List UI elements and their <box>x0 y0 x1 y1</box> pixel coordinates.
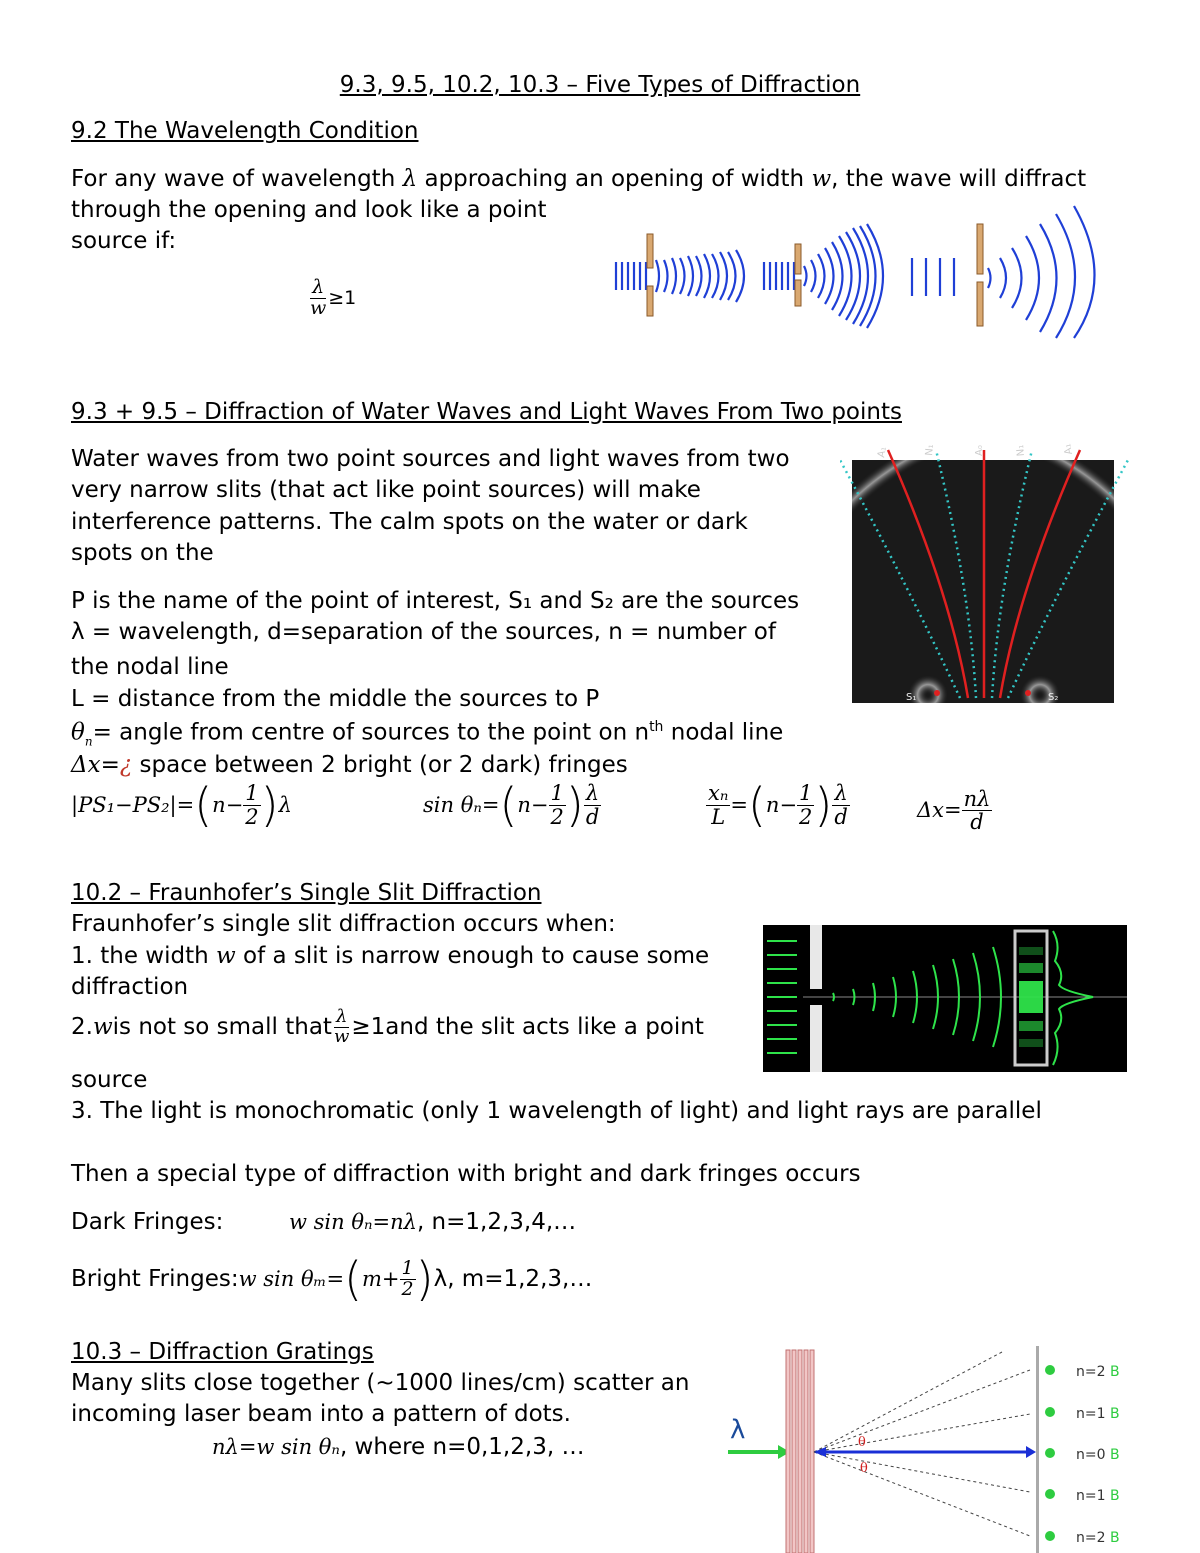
definition-line: $\theta_n=$ angle from centre of sources to the point on $n^{th}$ nodal line <box>71 719 784 749</box>
section-heading-wavelength: 9.2 The Wavelength Condition <box>71 118 419 144</box>
order-label: n=0 <box>1076 1447 1106 1463</box>
paragraph-line: Fraunhofer’s single slit diffraction occurs when: <box>71 911 616 937</box>
grating-formula: nλ=w sin θₙ, where n=0,1,2,3, … <box>212 1434 585 1460</box>
section-heading-two-points: 9.3 + 9.5 – Diffraction of Water Waves and Light Waves From Two points <box>71 399 902 425</box>
theta-label: θ <box>858 1435 866 1450</box>
bright-fringes-formula: Bright Fringes: w sin θₘ= ( m+ $\frac{1}{2}$ ) λ, m=1,2,3,… <box>71 1252 593 1306</box>
paragraph-line: source if: <box>71 228 177 254</box>
order-label: n=2 <box>1076 1530 1106 1546</box>
definition-line: λ = wavelength, d=separation of the sources, n = number of <box>71 619 776 645</box>
paragraph-line: through the opening and look like a point <box>71 197 547 223</box>
paragraph-line: incoming laser beam into a pattern of dots. <box>71 1401 571 1427</box>
section-heading-single-slit: 10.2 – Fraunhofer’s Single Slit Diffraction <box>71 880 542 906</box>
page-title: 9.3, 9.5, 10.2, 10.3 – Five Types of Diffraction <box>339 72 861 98</box>
fig-label-n1: N₁ <box>1015 444 1027 457</box>
definition-line: the nodal line <box>71 654 229 680</box>
paragraph-line: For any wave of wavelength λ approaching an opening of width w, the wave will diffract <box>71 166 1087 192</box>
order-mark: B <box>1110 1530 1120 1546</box>
diffraction-openings-figure <box>610 200 1130 340</box>
fig-label-a1: A₁ <box>1062 442 1075 456</box>
paragraph-line: spots on the <box>71 540 214 566</box>
diffraction-grating-figure <box>720 1346 1140 1553</box>
paragraph-line: 1. the width w of a slit is narrow enough to cause some <box>71 943 710 969</box>
lambda-label: λ <box>730 1415 746 1445</box>
paragraph-line: interference patterns. The calm spots on the water or dark <box>71 509 748 535</box>
paragraph-line: 3. The light is monochromatic (only 1 wavelength of light) and light rays are parallel <box>71 1098 1042 1124</box>
definition-line: P is the name of the point of interest, S₁ and S₂ are the sources <box>71 588 800 614</box>
two-source-interference-figure <box>840 440 1130 706</box>
definition-line: Δx=¿ space between 2 bright (or 2 dark) fringes <box>71 752 628 778</box>
paragraph-line: very narrow slits (that act like point sources) will make <box>71 477 701 503</box>
fig-label-a0: A₀ <box>974 445 985 456</box>
order-label: n=2 <box>1076 1364 1106 1380</box>
theta-label: θ <box>860 1461 868 1476</box>
fig-label-a1: A₁ <box>876 445 889 459</box>
paragraph-line: source <box>71 1067 148 1093</box>
fig-label-n1: N₁ <box>924 443 936 457</box>
wavelength-condition-formula: $\frac{\lambda}{w}$ ≥1 <box>310 276 357 319</box>
single-slit-figure <box>763 925 1127 1072</box>
distance-ratio-formula: $\frac{\text{xₙ}}{L}$ = ( n− $\frac{1}{2}$ ) $\frac{\lambda}{d}$ <box>708 778 848 832</box>
order-mark: B <box>1110 1406 1120 1422</box>
order-label: n=1 <box>1076 1488 1106 1504</box>
fig-label-s2: S₂ <box>1048 692 1059 703</box>
definition-line: L = distance from the middle the sources to P <box>71 686 600 712</box>
paragraph-line: Many slits close together (~1000 lines/cm) scatter an <box>71 1370 690 1396</box>
paragraph-line: Then a special type of diffraction with bright and dark fringes occurs <box>71 1161 861 1187</box>
order-mark: B <box>1110 1364 1120 1380</box>
dark-fringes-formula: Dark Fringes: w sin θₙ=nλ , n=1,2,3,4,… <box>71 1209 577 1235</box>
order-mark: B <box>1110 1447 1120 1463</box>
section-heading-gratings: 10.3 – Diffraction Gratings <box>71 1339 374 1365</box>
paragraph-line: diffraction <box>71 974 189 1000</box>
order-label: n=1 <box>1076 1406 1106 1422</box>
order-mark: B <box>1110 1488 1120 1504</box>
sine-angle-formula: sin θₙ= ( n− $\frac{1}{2}$ ) $\frac{\lambda}{d}$ <box>423 778 600 832</box>
fig-label-s1: S₁ <box>906 692 917 703</box>
fringe-spacing-formula: Δx= $\frac{n\lambda}{d}$ <box>917 787 991 835</box>
paragraph-line: 2. w is not so small that $\frac{\lambda}{w}$ ≥1and the slit acts like a point <box>71 1006 704 1047</box>
paragraph-line: Water waves from two point sources and light waves from two <box>71 446 790 472</box>
path-difference-formula: |PS₁−PS₂|= ( n− $\frac{1}{2}$ ) λ <box>71 778 292 832</box>
